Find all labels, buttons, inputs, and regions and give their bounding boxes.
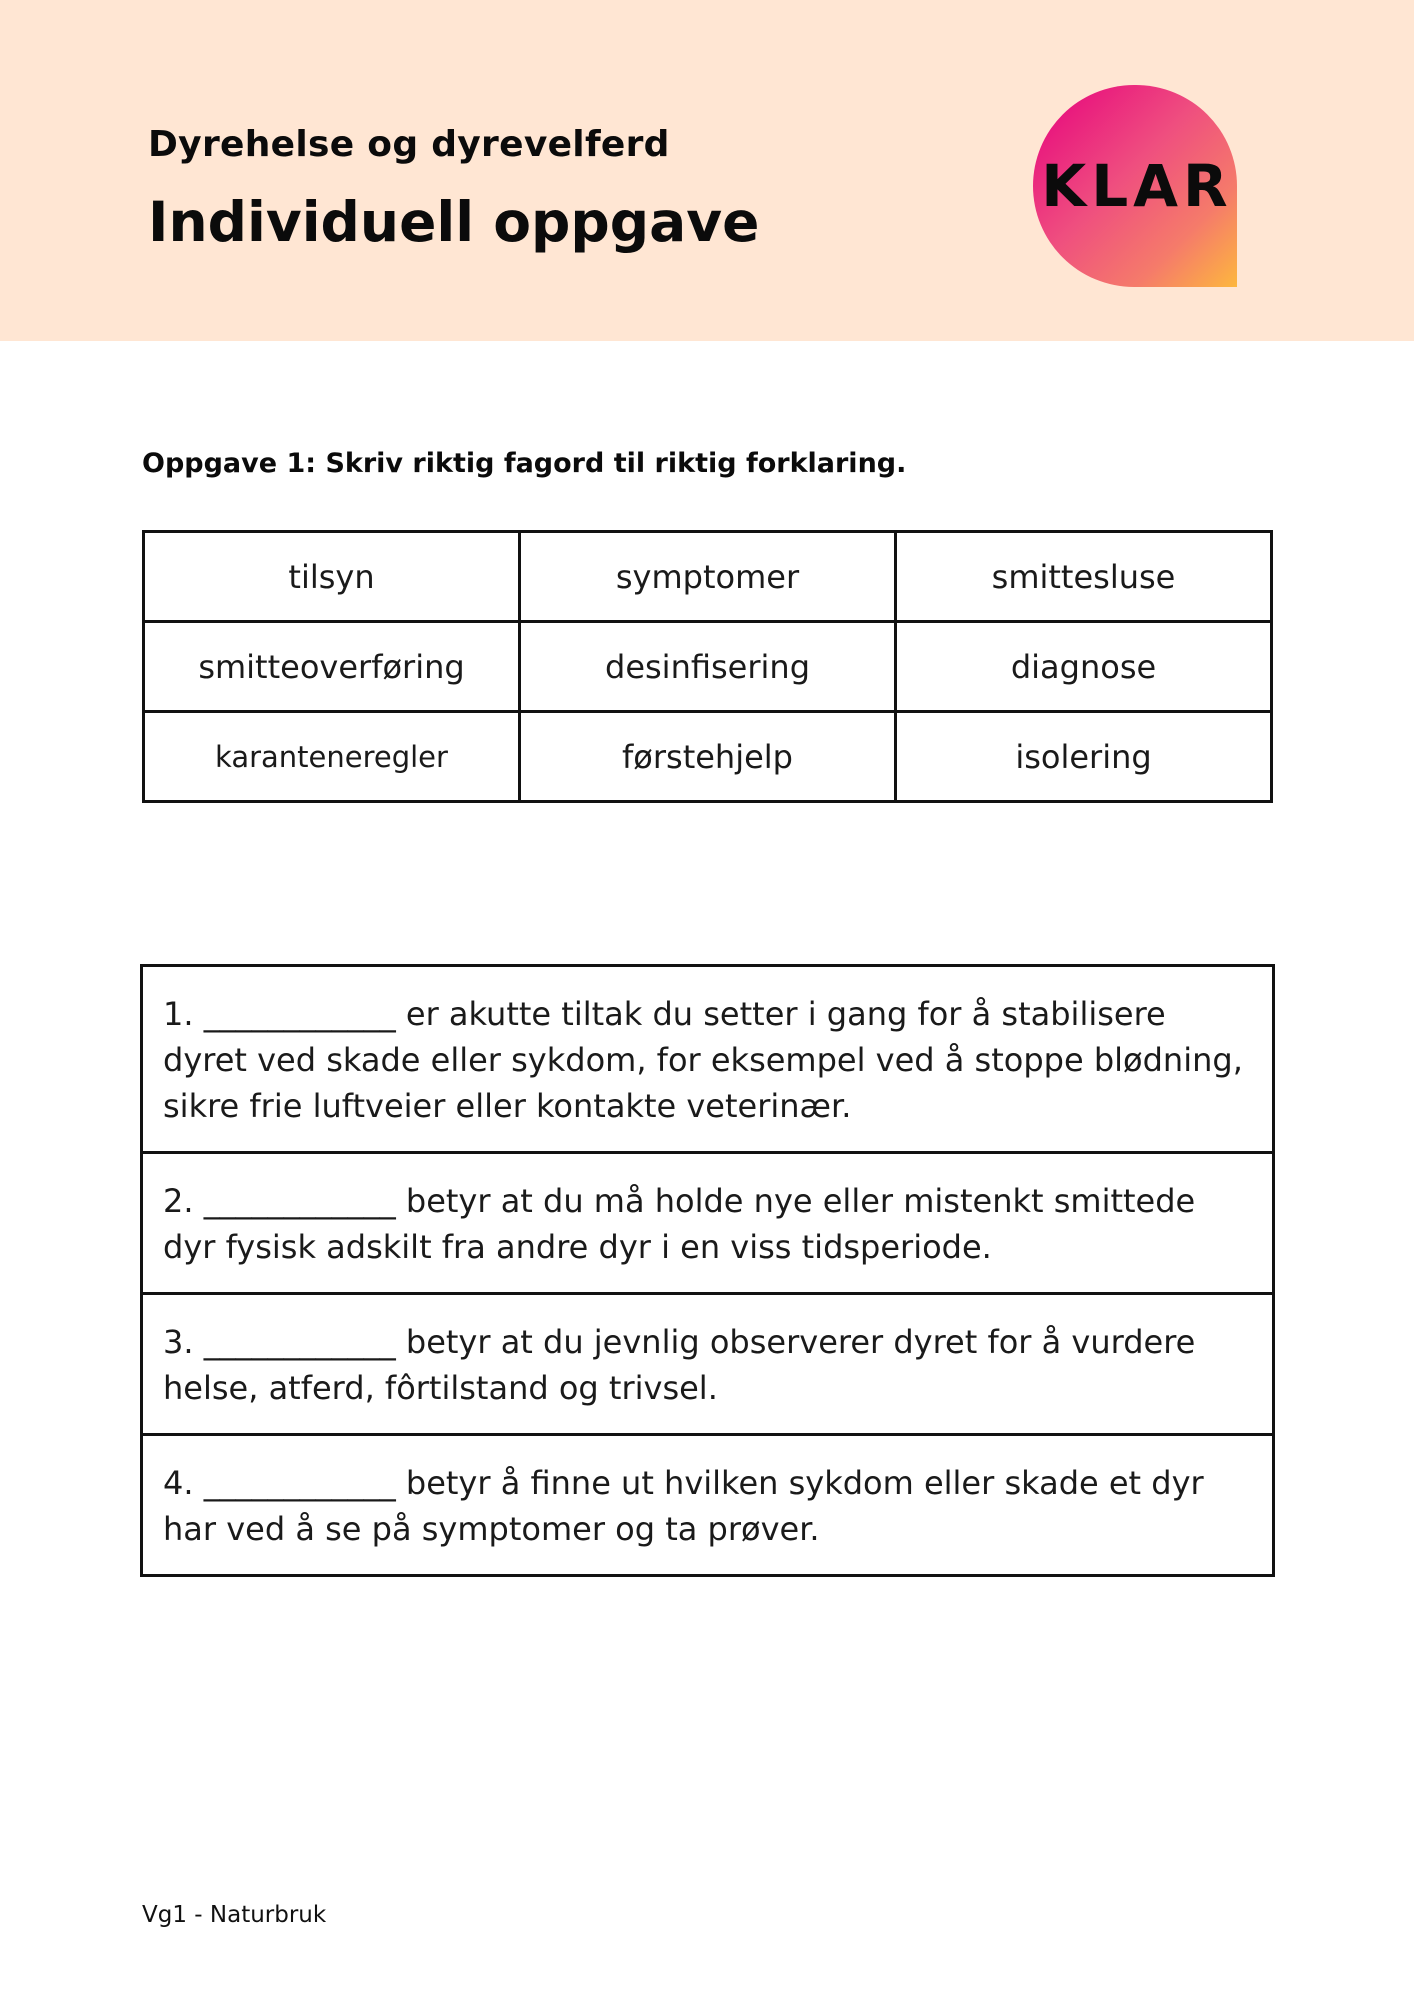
word-row	[144, 622, 1272, 712]
definition-item[interactable]: 4. ____________ betyr å finne ut hvilken sykdom eller skade et dyr har ved å se på symptomer og ta prøver.	[143, 1433, 1272, 1574]
klar-logo	[1033, 85, 1237, 287]
subject-title: Dyrehelse og dyrevelferd	[148, 124, 670, 165]
word-cell: isolering	[896, 712, 1272, 802]
word-cell: smitteoverføring	[144, 622, 520, 712]
word-cell: tilsyn	[144, 532, 520, 622]
word-bank-table	[142, 530, 1273, 803]
word-cell: desinfisering	[520, 622, 896, 712]
definitions-box	[140, 964, 1275, 1577]
logo-text: KLAR	[1041, 152, 1233, 220]
word-cell: smittesluse	[896, 532, 1272, 622]
footer-label: Vg1 - Naturbruk	[142, 1902, 327, 1928]
task-heading: Oppgave 1: Skriv riktig fagord til riktig forklaring.	[142, 448, 907, 479]
definition-item[interactable]: 3. ____________ betyr at du jevnlig observerer dyret for å vurdere helse, atferd, fôrtilstand og trivsel.	[143, 1292, 1272, 1433]
word-row	[144, 532, 1272, 622]
word-cell: symptomer	[520, 532, 896, 622]
page-header	[0, 0, 1414, 341]
word-cell: diagnose	[896, 622, 1272, 712]
word-cell: førstehjelp	[520, 712, 896, 802]
word-row	[144, 712, 1272, 802]
definition-item[interactable]: 1. ____________ er akutte tiltak du setter i gang for å stabilisere dyret ved skade eller sykdom, for eksempel ved å stoppe blødning, sikre frie luftveier eller kontakte veterinær.	[163, 995, 1243, 1125]
page-title: Individuell oppgave	[148, 190, 760, 254]
definition-item[interactable]: 2. ____________ betyr at du må holde nye eller mistenkt smittede dyr fysisk adskilt fra andre dyr i en viss tidsperiode.	[143, 1151, 1272, 1292]
word-cell: karanteneregler	[144, 712, 520, 802]
